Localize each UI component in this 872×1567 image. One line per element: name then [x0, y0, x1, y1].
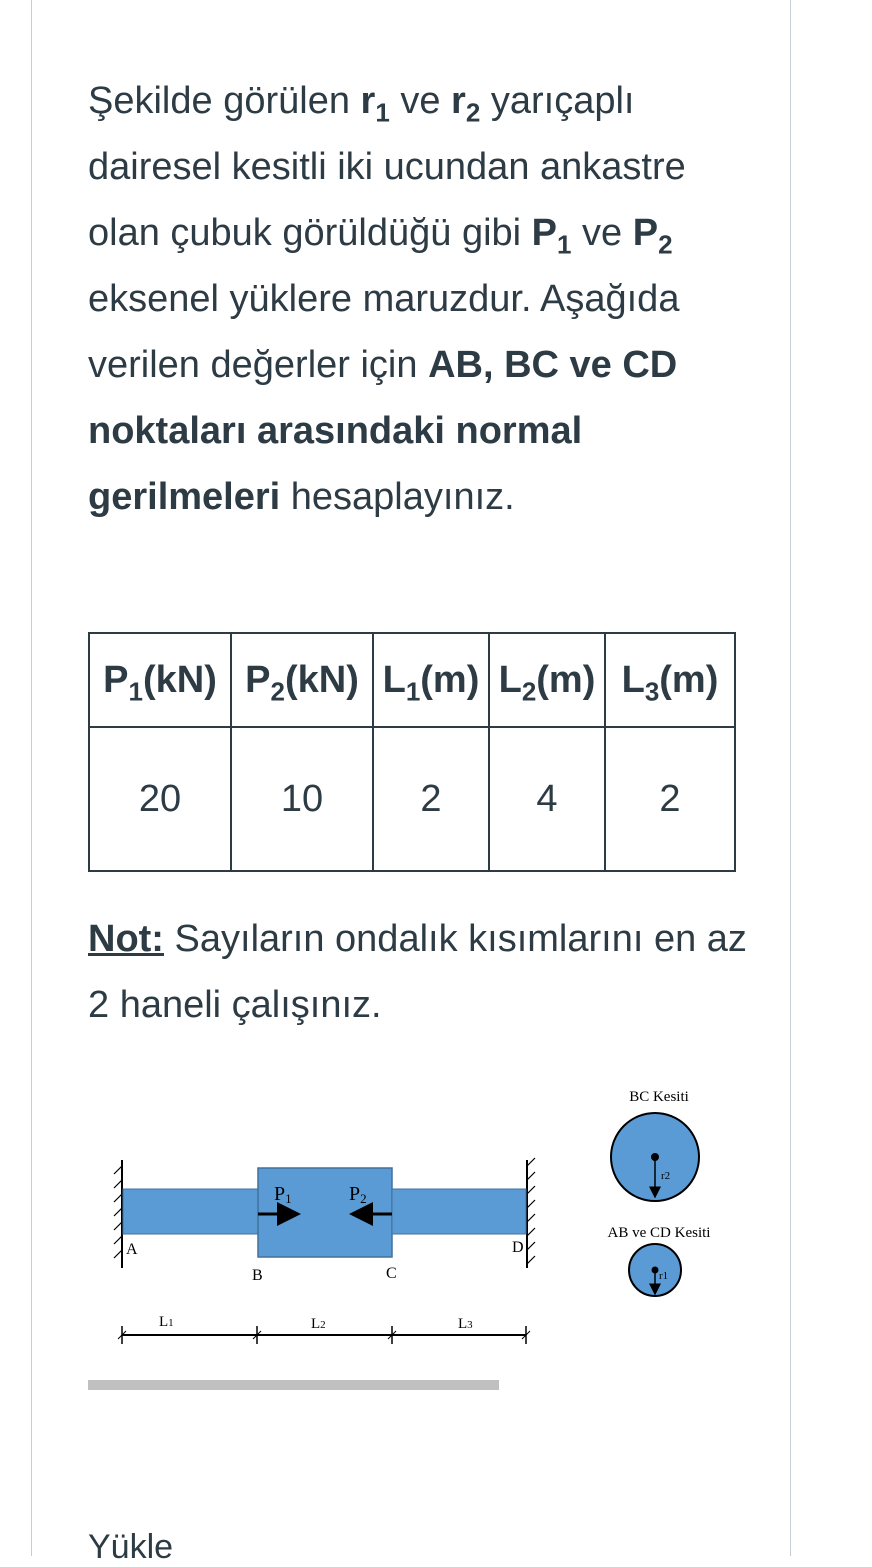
- question-text-part: hesaplayınız.: [280, 476, 515, 518]
- table-cell: 2: [605, 727, 735, 871]
- question-bold-phrase: AB, BC ve CD noktaları arasındaki normal gerilmeleri: [88, 344, 678, 518]
- table-cell: 4: [489, 727, 605, 871]
- bc-section-title: BC Kesiti: [629, 1089, 689, 1105]
- table-cell: 10: [231, 727, 373, 871]
- table-cell: 2: [373, 727, 489, 871]
- l1-label: L1: [159, 1314, 174, 1330]
- table-header-cell: $L_3(m)$: [605, 633, 735, 727]
- note-body: Sayıların ondalık kısımlarını en az 2 haneli çalışınız.: [88, 918, 747, 1026]
- point-a-label: A: [126, 1241, 138, 1258]
- bottom-text: Yükle: [88, 1528, 174, 1566]
- beam-figure: [88, 1080, 748, 1360]
- left-fixed-support: [114, 1160, 122, 1268]
- p1-symbol: $P_1$: [531, 212, 572, 260]
- table-header-cell: $L_2(m)$: [489, 633, 605, 727]
- note-label: Not:: [88, 918, 164, 960]
- rod-segment-ab: [123, 1189, 258, 1234]
- r2-label: r2: [661, 1170, 671, 1182]
- ab-cd-section-title: AB ve CD Kesiti: [607, 1225, 711, 1241]
- r1-symbol: $r_1$: [360, 80, 390, 128]
- point-b-label: B: [252, 1267, 263, 1284]
- question-text-part: Şekilde görülen: [88, 80, 361, 122]
- values-table: [88, 632, 736, 872]
- question-text-part: ve: [571, 212, 633, 254]
- note-text: [88, 906, 748, 1038]
- right-fixed-support: [527, 1158, 535, 1268]
- p1-label: P1: [274, 1183, 292, 1206]
- table-row: [89, 727, 735, 871]
- question-text-part: yarıçaplı dairesel kesitli iki ucundan ankastre olan çubuk görüldüğü gibi: [88, 80, 686, 254]
- r2-symbol: $r_2$: [451, 80, 481, 128]
- l2-label: L2: [311, 1316, 326, 1332]
- table-header-cell: $P_1(kN)$: [89, 633, 231, 727]
- table-cell: 20: [89, 727, 231, 871]
- page-border-right: [790, 0, 791, 1556]
- table-header-cell: $L_1(m)$: [373, 633, 489, 727]
- divider-bar: [88, 1380, 499, 1390]
- point-c-label: C: [386, 1265, 397, 1282]
- question-text-part: ve: [389, 80, 452, 122]
- question-text: [88, 68, 748, 530]
- rod-segment-cd: [392, 1189, 526, 1234]
- r1-label: r1: [659, 1270, 669, 1282]
- p2-symbol: $P_2$: [632, 212, 673, 260]
- table-header-row: [89, 633, 735, 727]
- page-border-left: [31, 0, 32, 1556]
- point-d-label: D: [512, 1239, 524, 1256]
- question-text-part: eksenel yüklere maruzdur. Aşağıda verilen değerler için: [88, 278, 680, 386]
- p2-label: P2: [349, 1183, 367, 1206]
- table-header-cell: $P_2(kN)$: [231, 633, 373, 727]
- l3-label: L3: [458, 1316, 473, 1332]
